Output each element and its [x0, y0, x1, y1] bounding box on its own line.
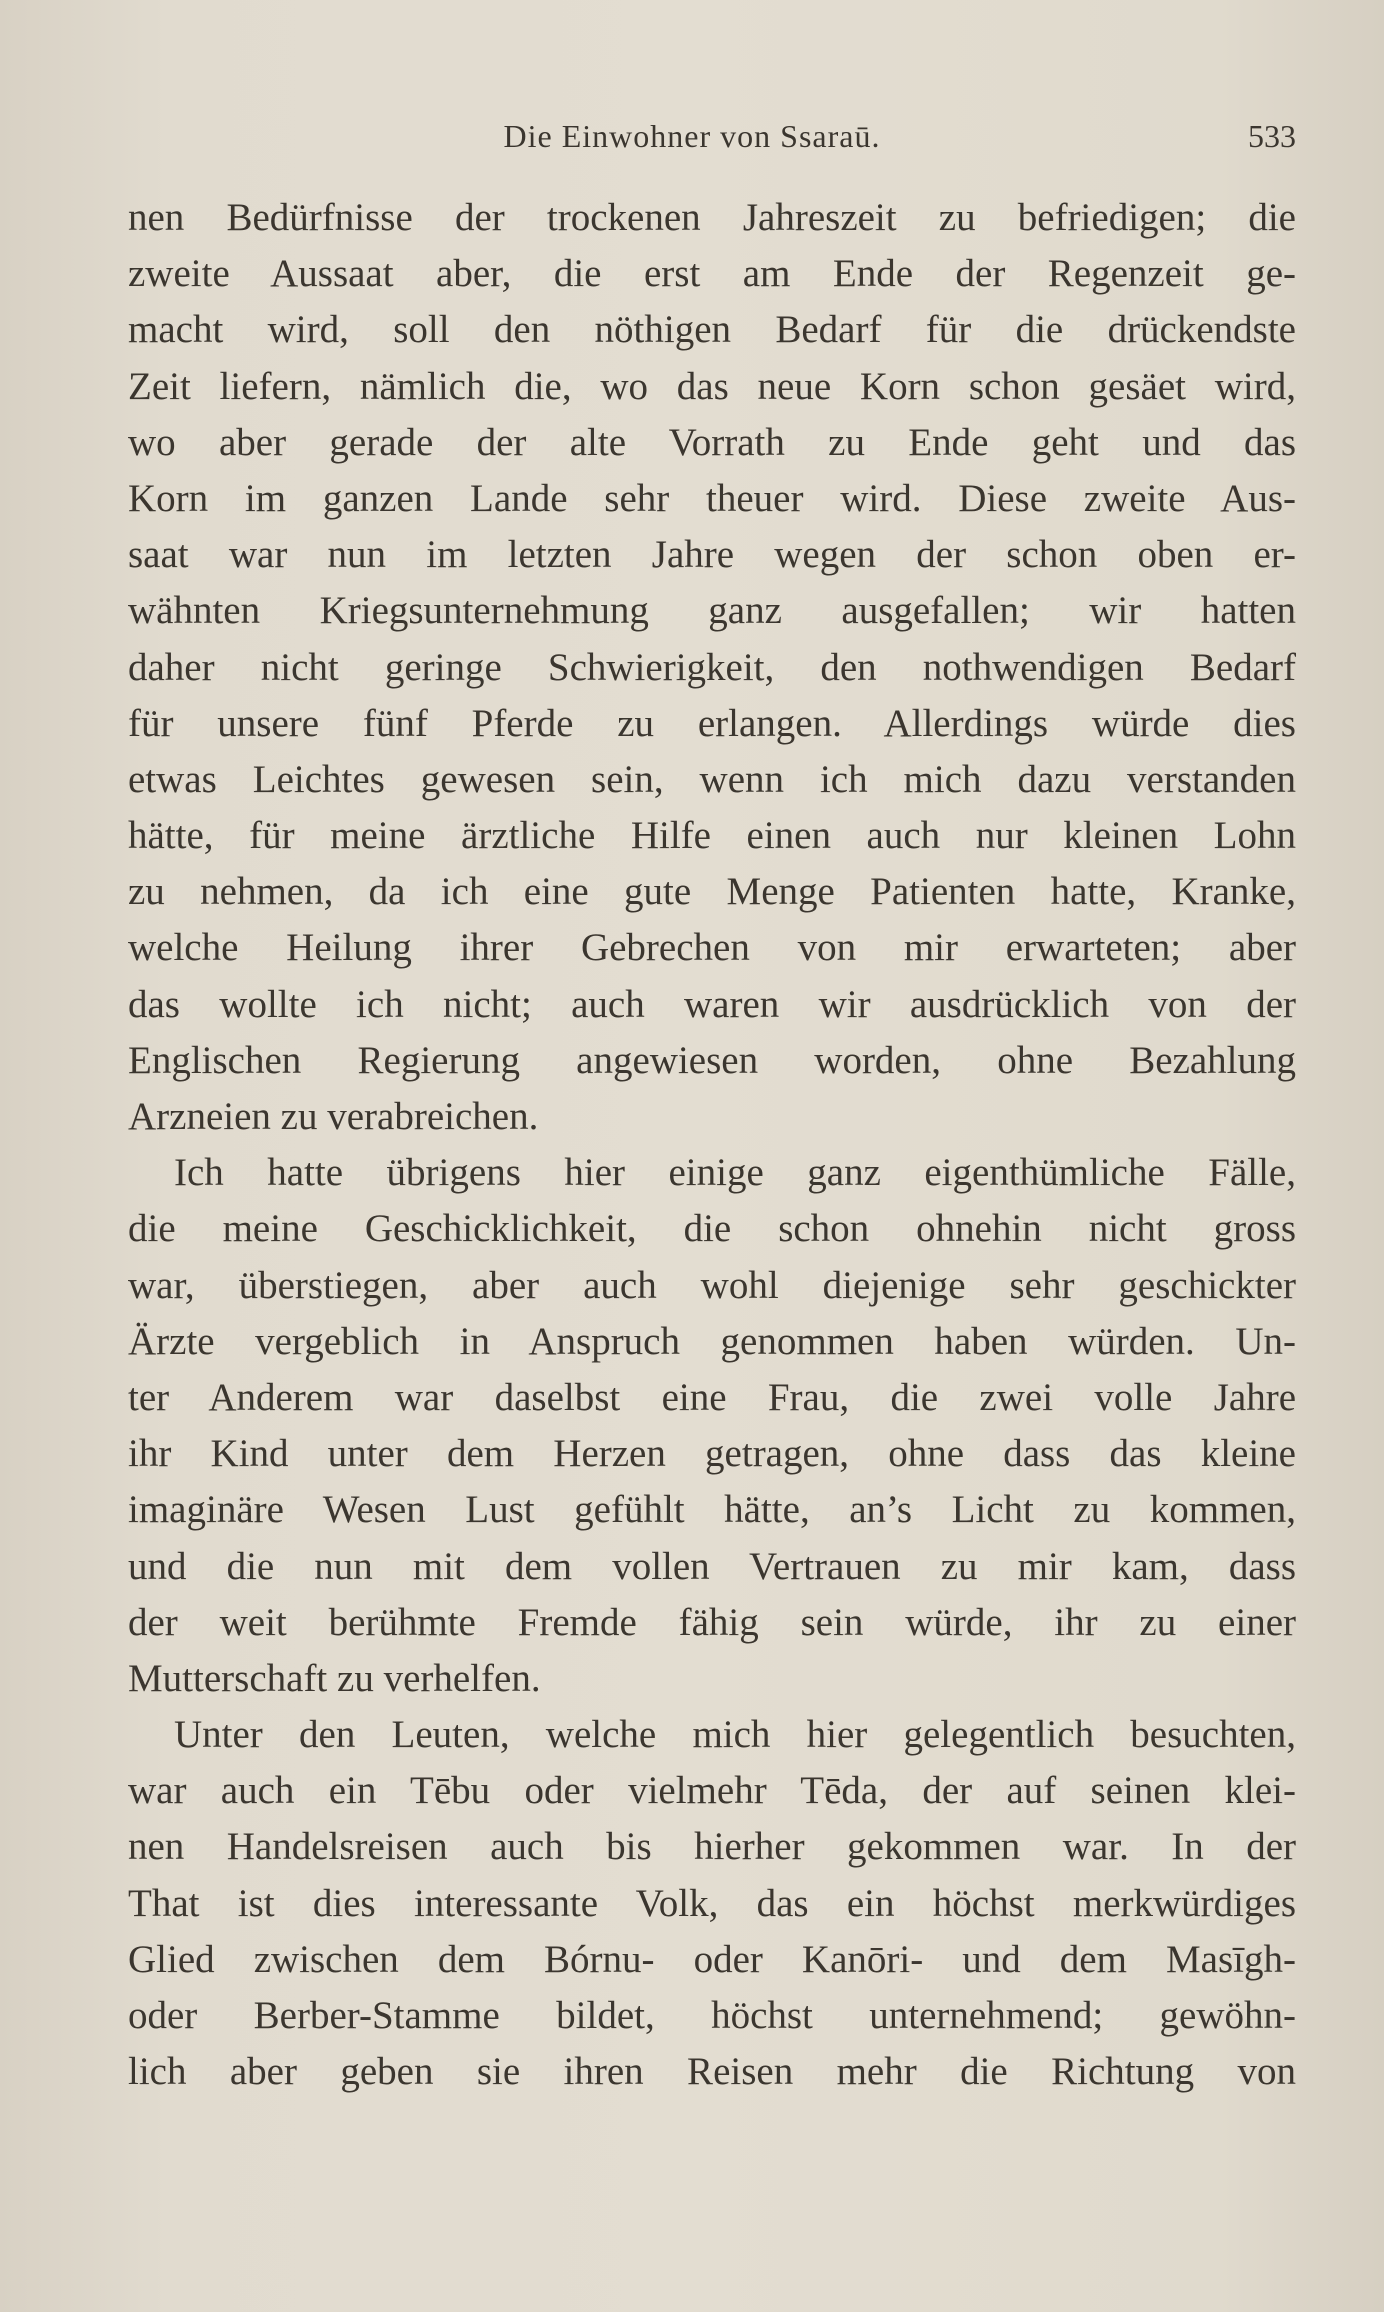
text-line: Ärzte vergeblich in Anspruch genommen haben würden. Un-: [128, 1319, 1296, 1363]
text-line: daher nicht geringe Schwierigkeit, den nothwendigen Bedarf: [128, 645, 1296, 689]
text-line: imaginäre Wesen Lust gefühlt hätte, an’s Licht zu kommen,: [128, 1488, 1296, 1532]
running-title: Die Einwohner von Ssaraū.: [503, 118, 881, 154]
text-line: war, überstiegen, aber auch wohl diejenige sehr geschickter: [128, 1263, 1296, 1307]
text-line: welche Heilung ihrer Gebrechen von mir erwarteten; aber: [128, 926, 1296, 970]
page-number: 533: [1248, 118, 1296, 154]
body-text: [128, 190, 1296, 2100]
text-line: die meine Geschicklichkeit, die schon ohnehin nicht gross: [128, 1207, 1296, 1251]
text-line: wo aber gerade der alte Vorrath zu Ende geht und das: [128, 420, 1296, 464]
text-line: wähnten Kriegsunternehmung ganz ausgefallen; wir hatten: [128, 589, 1296, 633]
text-line: zweite Aussaat aber, die erst am Ende der Regenzeit ge-: [128, 252, 1296, 296]
text-line: Englischen Regierung angewiesen worden, ohne Bezahlung: [128, 1038, 1296, 1082]
text-line: saat war nun im letzten Jahre wegen der schon oben er-: [128, 533, 1296, 577]
text-line: war auch ein Tēbu oder vielmehr Tēda, der auf seinen klei-: [128, 1769, 1296, 1813]
text-line: That ist dies interessante Volk, das ein höchst merkwürdiges: [128, 1881, 1296, 1925]
text-line: das wollte ich nicht; auch waren wir ausdrücklich von der: [128, 982, 1296, 1026]
text-line: Arzneien zu verabreichen.: [128, 1095, 539, 1138]
text-line: etwas Leichtes gewesen sein, wenn ich mich dazu verstanden: [128, 757, 1296, 801]
text-line: ter Anderem war daselbst eine Frau, die zwei volle Jahre: [128, 1375, 1296, 1419]
text-line: ihr Kind unter dem Herzen getragen, ohne dass das kleine: [128, 1432, 1296, 1476]
text-line: Unter den Leuten, welche mich hier gelegentlich besuchten,: [174, 1713, 1296, 1757]
text-line: für unsere fünf Pferde zu erlangen. Allerdings würde dies: [128, 701, 1296, 745]
text-line: Ich hatte übrigens hier einige ganz eigenthümliche Fälle,: [174, 1151, 1296, 1195]
page-header: [0, 112, 1384, 162]
text-line: zu nehmen, da ich eine gute Menge Patienten hatte, Kranke,: [128, 870, 1296, 914]
text-line: nen Handelsreisen auch bis hierher gekommen war. In der: [128, 1825, 1296, 1869]
text-line: nen Bedürfnisse der trockenen Jahreszeit zu befriedigen; die: [128, 196, 1296, 239]
text-line: Zeit liefern, nämlich die, wo das neue Korn schon gesäet wird,: [128, 364, 1296, 408]
text-line: Mutterschaft zu verhelfen.: [128, 1656, 541, 1700]
text-line: lich aber geben sie ihren Reisen mehr die Richtung von: [128, 2050, 1296, 2094]
text-line: macht wird, soll den nöthigen Bedarf für die drückendste: [128, 308, 1296, 352]
text-line: der weit berühmte Fremde fähig sein würde, ihr zu einer: [128, 1600, 1296, 1644]
text-line: oder Berber-Stamme bildet, höchst unternehmend; gewöhn-: [128, 1994, 1296, 2037]
text-line: hätte, für meine ärztliche Hilfe einen auch nur kleinen Lohn: [128, 814, 1296, 858]
text-line: Korn im ganzen Lande sehr theuer wird. Diese zweite Aus-: [128, 476, 1296, 520]
text-line: und die nun mit dem vollen Vertrauen zu mir kam, dass: [128, 1544, 1296, 1588]
text-line: Glied zwischen dem Bórnu- oder Kanōri- und dem Masīgh-: [128, 1937, 1296, 1981]
